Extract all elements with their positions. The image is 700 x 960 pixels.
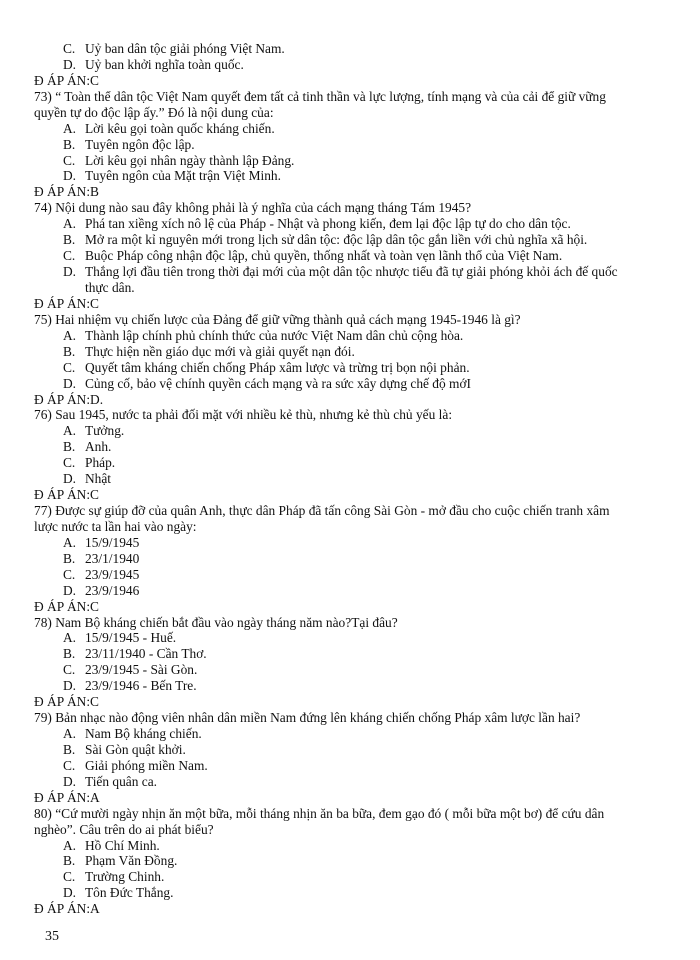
answer-option xyxy=(63,137,195,153)
answer-option xyxy=(63,232,587,248)
answer-key: Đ ÁP ÁN:C xyxy=(34,72,99,88)
answer-option xyxy=(63,583,139,599)
option-letter: B. xyxy=(63,646,76,662)
answer-option xyxy=(63,885,173,901)
answer-key: Đ ÁP ÁN:C xyxy=(34,487,99,502)
option-letter: C. xyxy=(63,248,76,264)
option-text: Giải phóng miền Nam. xyxy=(85,757,208,773)
option-letter: D. xyxy=(63,885,77,901)
option-text: Củng cố, bảo vệ chính quyền cách mạng và ra sức xây dựng chế độ mớI xyxy=(85,375,472,391)
option-text: Lời kêu gọi toàn quốc kháng chiến. xyxy=(85,120,275,136)
answer-option xyxy=(63,535,139,551)
question-text: 79) Bản nhạc nào động viên nhân dân miền Nam đứng lên kháng chiến chống Pháp xâm lược lần hai? xyxy=(34,710,581,726)
option-letter: A. xyxy=(63,837,77,853)
answer-option xyxy=(63,57,244,73)
answer-option xyxy=(63,551,139,567)
option-letter: C. xyxy=(63,359,76,375)
question-text-continued: nghèo”. Câu trên do ai phát biểu? xyxy=(34,821,214,837)
option-letter: D. xyxy=(63,168,77,184)
answer-option xyxy=(63,248,562,264)
answer-key: Đ ÁP ÁN:C xyxy=(34,295,99,311)
answer-option xyxy=(63,344,355,360)
option-text: 23/9/1946 xyxy=(85,582,140,598)
option-text: Uỷ ban dân tộc giải phóng Việt Nam. xyxy=(85,41,285,56)
option-text: Pháp. xyxy=(85,455,116,471)
answer-option xyxy=(63,439,111,455)
option-letter: D. xyxy=(63,773,77,789)
answer-option xyxy=(63,360,470,376)
answer-option xyxy=(63,758,208,774)
option-text: Phá tan xiềng xích nô lệ của Pháp - Nhật và phong kiến, đem lại độc lập tự do cho dân tộc. xyxy=(85,216,571,232)
answer-option xyxy=(63,853,177,869)
option-text: 23/9/1945 - Sài Gòn. xyxy=(85,662,198,678)
answer-option xyxy=(63,742,186,758)
option-letter: D. xyxy=(63,375,77,391)
option-letter: A. xyxy=(63,630,77,646)
answer-key: Đ ÁP ÁN:A xyxy=(34,789,100,805)
answer-key: Đ ÁP ÁN:C xyxy=(34,694,99,710)
answer-option xyxy=(63,423,124,439)
answer-option xyxy=(63,774,157,790)
answer-option xyxy=(63,264,618,280)
option-letter: B. xyxy=(63,232,76,248)
option-text: Lời kêu gọi nhân ngày thành lập Đảng. xyxy=(85,152,295,168)
answer-option xyxy=(63,376,471,392)
option-text: Thực hiện nền giáo dục mới và giải quyết nạn đói. xyxy=(85,343,355,359)
question-text: 73) “ Toàn thể dân tộc Việt Nam quyết đem tất cả tinh thần và lực lượng, tính mạng và của cải để giữ vững xyxy=(34,88,606,104)
option-letter: A. xyxy=(63,726,77,741)
option-text: Tưởng. xyxy=(85,423,125,439)
option-letter: A. xyxy=(63,534,77,550)
option-text: 23/1/1940 xyxy=(85,550,140,566)
option-letter: B. xyxy=(63,136,76,152)
answer-option xyxy=(63,41,285,57)
answer-option xyxy=(63,216,571,232)
option-letter: B. xyxy=(63,550,76,566)
answer-key: Đ ÁP ÁN:A xyxy=(34,901,100,917)
question-text: 76) Sau 1945, nước ta phải đối mặt với nhiều kẻ thù, nhưng kẻ thù chủ yếu là: xyxy=(34,407,453,423)
answer-option xyxy=(63,328,463,344)
answer-option xyxy=(63,726,202,742)
option-text: Tiến quân ca. xyxy=(85,773,158,789)
question-text: 75) Hai nhiệm vụ chiến lược của Đảng để giữ vững thành quả cách mạng 1945-1946 là gì? xyxy=(34,311,521,327)
question-text-continued: quyền tự do độc lập ấy.” Đó là nội dung của: xyxy=(34,104,274,120)
option-letter: B. xyxy=(63,439,76,455)
option-letter: C. xyxy=(63,41,76,56)
option-text: Thành lập chính phủ chính thức của nước Việt Nam dân chủ cộng hòa. xyxy=(85,327,464,343)
option-text: Tuyên ngôn của Mặt trận Việt Minh. xyxy=(85,168,281,184)
answer-option xyxy=(63,471,111,487)
option-text: Thắng lợi đầu tiên trong thời đại mới của một dân tộc nhược tiểu đã tự giải phóng khỏi ách đế quốc xyxy=(85,264,618,279)
option-letter: A. xyxy=(63,423,77,439)
option-letter: A. xyxy=(63,120,77,136)
option-letter: C. xyxy=(63,757,76,773)
option-text: Mở ra một kỉ nguyên mới trong lịch sử dân tộc: độc lập dân tộc gắn liền với chủ nghĩa xã hội. xyxy=(85,232,588,248)
option-text: 15/9/1945 xyxy=(85,534,140,550)
option-text: Nam Bộ kháng chiến. xyxy=(85,726,202,741)
option-text: Trường Chinh. xyxy=(85,869,165,885)
question-text: 80) “Cứ mười ngày nhịn ăn một bữa, mỗi tháng nhịn ăn ba bữa, đem gạo đó ( mỗi bữa một bơ) để cứu dân xyxy=(34,805,605,821)
answer-key: Đ ÁP ÁN:B xyxy=(34,184,99,200)
option-text: Nhật xyxy=(85,471,112,487)
option-letter: C. xyxy=(63,455,76,471)
answer-option xyxy=(63,121,275,137)
question-text: 77) Được sự giúp đỡ của quân Anh, thực dân Pháp đã tấn công Sài Gòn - mở đầu cho cuộc chiến tranh xâm xyxy=(34,503,610,518)
option-text: Sài Gòn quật khởi. xyxy=(85,741,186,757)
question-text: 78) Nam Bộ kháng chiến bắt đầu vào ngày tháng năm nào?Tại đâu? xyxy=(34,614,398,630)
answer-option xyxy=(63,455,115,471)
option-letter: C. xyxy=(63,662,76,678)
answer-key: Đ ÁP ÁN:C xyxy=(34,598,99,614)
option-letter: A. xyxy=(63,327,77,343)
answer-option xyxy=(63,168,281,184)
option-letter: D. xyxy=(63,471,77,487)
option-text: 23/9/1945 xyxy=(85,566,140,582)
option-text: 23/9/1946 - Bến Tre. xyxy=(85,678,197,694)
option-letter: C. xyxy=(63,152,76,168)
answer-option xyxy=(63,153,294,169)
answer-option xyxy=(63,838,160,854)
option-text: Anh. xyxy=(85,439,112,455)
option-letter: B. xyxy=(63,853,76,869)
option-text: 15/9/1945 - Huế. xyxy=(85,630,177,646)
answer-option xyxy=(63,662,197,678)
answer-option xyxy=(63,646,207,662)
option-letter: A. xyxy=(63,216,77,232)
option-text: Hồ Chí Minh. xyxy=(85,837,160,853)
option-letter: D. xyxy=(63,678,77,694)
answer-option-continued: thực dân. xyxy=(85,279,135,295)
option-text: Buộc Pháp công nhận độc lập, chủ quyền, thống nhất và toàn vẹn lãnh thổ của Việt Nam. xyxy=(85,248,563,264)
answer-option xyxy=(63,869,164,885)
option-letter: D. xyxy=(63,264,77,279)
answer-option xyxy=(63,567,139,583)
option-letter: D. xyxy=(63,56,77,72)
option-text: Tôn Đức Thắng. xyxy=(85,885,174,901)
option-letter: C. xyxy=(63,869,76,885)
option-text: Phạm Văn Đồng. xyxy=(85,853,178,869)
question-text-continued: lược nước ta lần hai vào ngày: xyxy=(34,518,197,534)
answer-option xyxy=(63,630,176,646)
option-text: Quyết tâm kháng chiến chống Pháp xâm lược và trừng trị bọn nội phản. xyxy=(85,359,470,375)
option-letter: B. xyxy=(63,343,76,359)
option-letter: D. xyxy=(63,582,77,598)
answer-key: Đ ÁP ÁN:D. xyxy=(34,391,104,407)
option-text: 23/11/1940 - Cần Thơ. xyxy=(85,646,207,662)
question-text: 74) Nội dung nào sau đây không phải là ý nghĩa của cách mạng tháng Tám 1945? xyxy=(34,200,472,216)
option-text: Uỷ ban khởi nghĩa toàn quốc. xyxy=(85,56,244,72)
option-text: Tuyên ngôn độc lập. xyxy=(85,136,195,152)
option-letter: B. xyxy=(63,741,76,757)
option-letter: C. xyxy=(63,566,76,582)
page-number: 35 xyxy=(45,929,59,944)
answer-option xyxy=(63,678,197,694)
